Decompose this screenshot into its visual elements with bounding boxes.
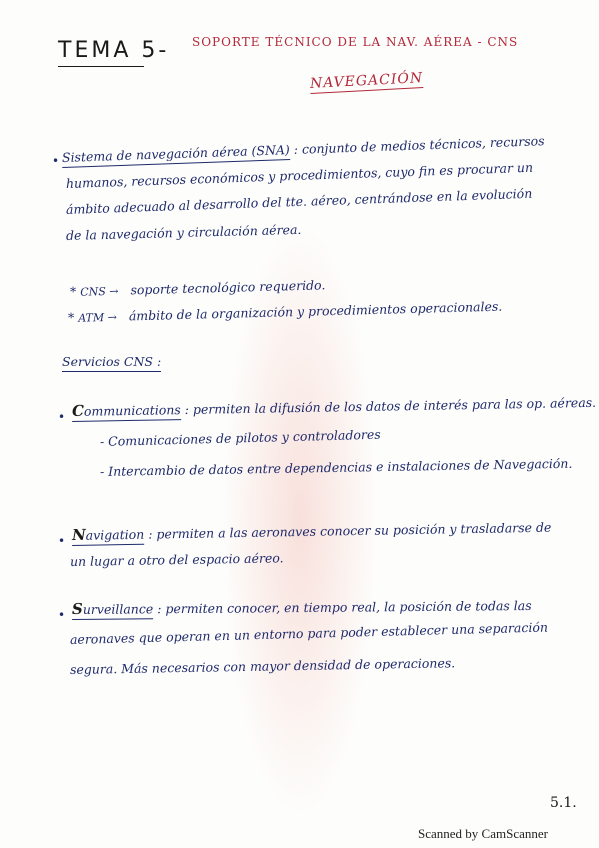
communications-line (72, 395, 596, 419)
bullet-star: * (69, 283, 77, 299)
communications-initial: C (71, 401, 85, 420)
navigation-line-1 (72, 520, 552, 543)
communications-item-1: - Comunicaciones de pilotos y controladores (99, 426, 381, 449)
acronym-text: ámbito de la organización y procedimientos operacionales. (128, 298, 503, 324)
communications-term: ommunications (83, 402, 181, 419)
bullet-star: * (67, 309, 75, 325)
sna-definition-line-3: ámbito adecuado al desarrollo del tte. aéreo, centrándose en la evolución (65, 185, 533, 217)
sna-definition-line-2: humanos, recursos económicos y procedimientos, cuyo fin es procurar un (65, 159, 534, 191)
acronym-cns (70, 279, 326, 298)
acronym-label: ATM → (78, 310, 118, 325)
page-subtitle: NAVEGACIÓN (309, 70, 424, 92)
sna-term: Sistema de navegación aérea (SNA) (62, 142, 290, 168)
tema-heading: TEMA 5- (58, 38, 170, 63)
surveillance-line-1 (72, 598, 532, 617)
surveillance-text: : permiten conocer, en tiempo real, la posición de todas las (157, 597, 532, 617)
bullet-dot: • (58, 608, 66, 622)
acronym-text: soporte tecnológico requerido. (130, 277, 326, 298)
navigation-term: avigation (85, 526, 145, 543)
servicios-heading: Servicios CNS : (62, 356, 161, 372)
sna-text: : conjunto de medios técnicos, recursos (293, 133, 545, 157)
communications-text: : permiten la difusión de los datos de interés para las op. aéreas. (184, 394, 597, 418)
surveillance-initial: S (71, 599, 83, 618)
tema-underline (58, 66, 144, 67)
acronym-label: CNS → (80, 284, 119, 299)
navigation-line-2: un lugar a otro del espacio aéreo. (69, 550, 284, 569)
bullet-dot: • (52, 154, 60, 168)
surveillance-term: urveillance (82, 601, 154, 617)
surveillance-line-3: segura. Más necesarios con mayor densidad de operaciones. (69, 655, 456, 677)
navigation-text: : permiten a las aeronaves conocer su posición y trasladarse de (148, 519, 552, 542)
scanner-footer: Scanned by CamScanner (418, 826, 548, 841)
sna-definition-line-1 (62, 135, 545, 164)
navigation-initial: N (71, 525, 86, 544)
page-number: 5.1. (550, 795, 577, 811)
sna-definition-line-4: de la navegación y circulación aérea. (65, 221, 302, 243)
communications-item-2: - Intercambio de datos entre dependencias e instalaciones de Navegación. (99, 455, 573, 479)
surveillance-line-2: aeronaves que operan en un entorno para poder establecer una separación (69, 619, 549, 647)
page-title: SOPORTE TÉCNICO DE LA NAV. AÉREA - CNS (192, 35, 519, 49)
acronym-atm (67, 298, 503, 325)
bullet-dot: • (58, 534, 66, 548)
bullet-dot: • (58, 410, 66, 424)
